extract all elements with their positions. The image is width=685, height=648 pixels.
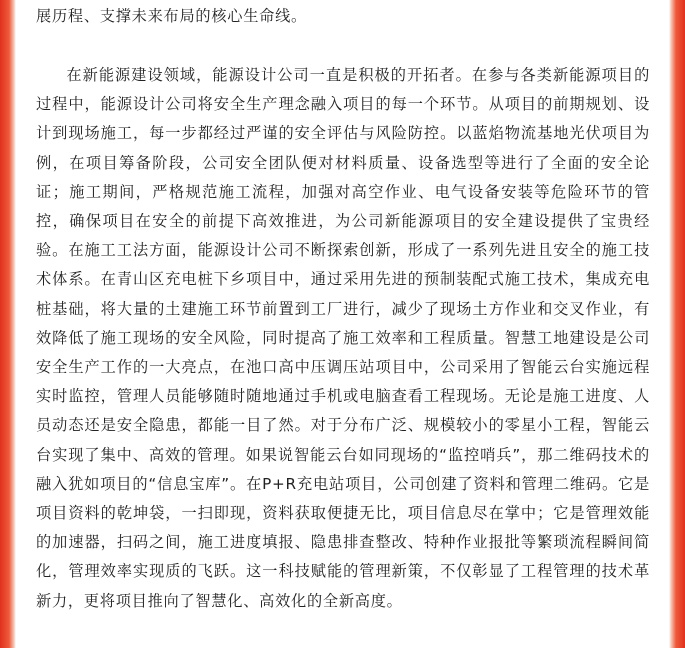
paragraph-2: 在新能源建设领域，能源设计公司一直是积极的开拓者。在参与各类新能源项目的过程中，能源设计公司将安全生产理念融入项目的每一个环节。从项目的前期规划、设计到现场施工，每一步都经过严谨的安全评估与风险防控。以蓝焰物流基地光伏项目为例，在项目筹备阶段，公司安全团队便对材料质量、设备选型等进行了全面的安全论证；施工期间，严格规范施工流程，加强对高空作业、电气设备安装等危险环节的管控，确保项目在安全的前提下高效推进，为公司新能源项目的安全建设提供了宝贵经验。在施工工法方面，能源设计公司不断探索创新，形成了一系列先进且安全的施工技术体系。在青山区充电桩下乡项目中，通过采用先进的预制装配式施工技术，集成充电桩基础，将大量的土建施工环节前置到工厂进行，减少了现场土方作业和交叉作业，有效降低了施工现场的安全风险，同时提高了施工效率和工程质量。智慧工地建设是公司安全生产工作的一大亮点，在池口高中压调压站项目中，公司采用了智能云台实施远程实时监控，管理人员能够随时随地通过手机或电脑查看工程现场。无论是施工进度、人员动态还是安全隐患，都能一目了然。对于分布广泛、规模较小的零星小工程，智能云台实现了集中、高效的管理。如果说智能云台如同现场的“监控哨兵”，那二维码技术的融入犹如项目的“信息宝库”。在P+R充电站项目，公司创建了资料和管理二维码。它是项目资料的乾坤袋，一扫即现，资料获取便捷无比，项目信息尽在掌中；它是管理效能的加速器，扫码之间，施工进度填报、隐患排查整改、特种作业报批等繁琐流程瞬间简化，管理效率实现质的飞跃。这一科技赋能的管理新策，不仅彰显了工程管理的技术革新力，更将项目推向了智慧化、高效化的全新高度。 (36, 66, 650, 610)
left-red-border (0, 0, 16, 648)
right-red-border (669, 0, 685, 648)
paragraph-1-tail: 展历程、支撑未来布局的核心生命线。 (36, 7, 307, 25)
